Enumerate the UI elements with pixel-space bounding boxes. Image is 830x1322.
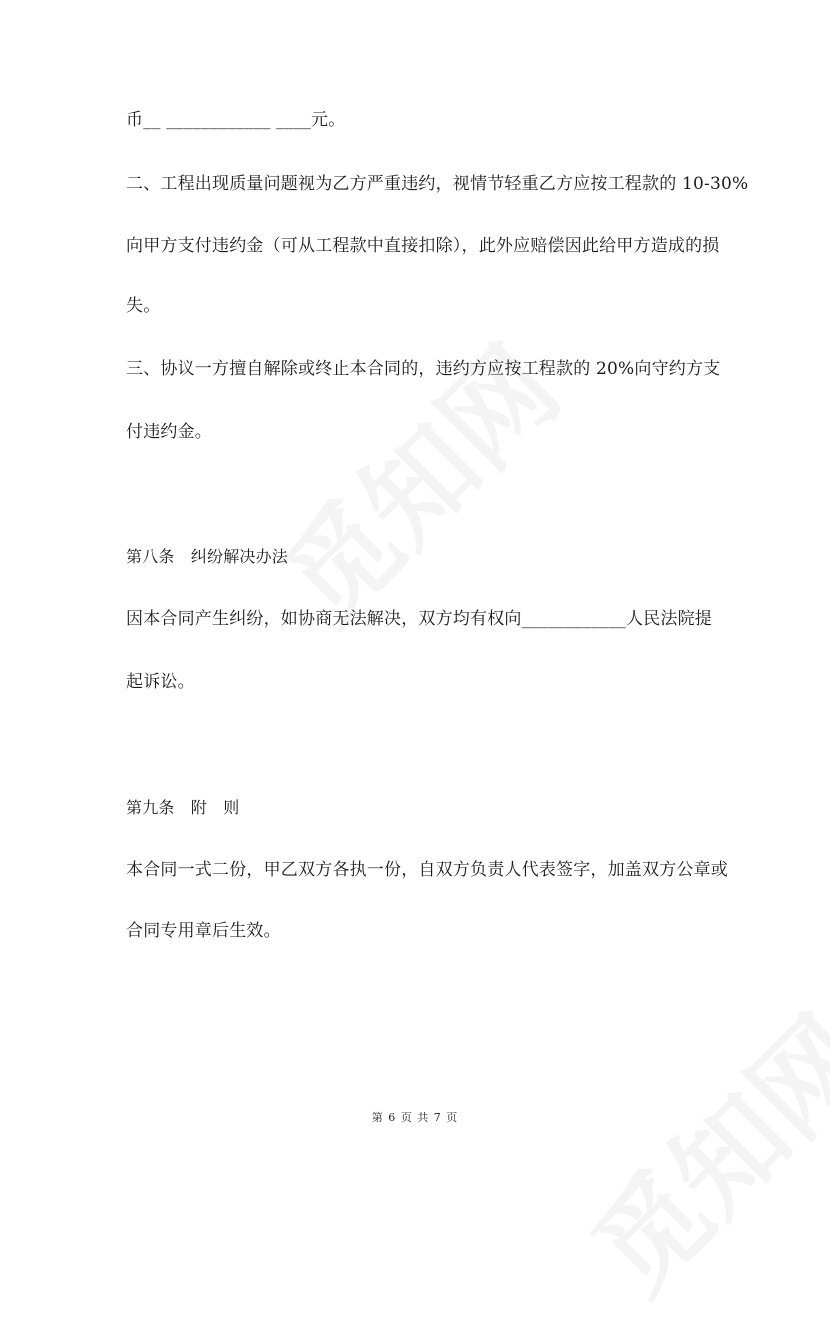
section-heading-9: 第九条 附 则 [126,798,240,817]
watermark-bottom [552,976,830,1321]
page-number: 第 6 页 共 7 页 [371,1111,459,1124]
section-heading-8: 第八条 纠纷解决办法 [126,547,289,566]
paragraph-line: 向甲方支付违约金（可从工程款中直接扣除），此外应赔偿因此给甲方造成的损 [126,236,720,256]
paragraph-line: 币__ ____________ ____元。 [126,110,346,130]
paragraph-line: 合同专用章后生效。 [126,921,281,941]
paragraph-line: 本合同一式二份，甲乙双方各执一份，自双方负责人代表签字，加盖双方公章或 [126,860,728,880]
paragraph-line: 失。 [126,296,161,316]
paragraph-line: 付违约金。 [126,422,212,442]
paragraph-line: 起诉讼。 [126,672,195,692]
paragraph-line: 因本合同产生纠纷，如协商无法解决，双方均有权向____________人民法院提 [126,609,712,629]
paragraph-line: 二、工程出现质量问题视为乙方严重违约，视情节轻重乙方应按工程款的 10-30% [126,174,749,194]
paragraph-line: 三、协议一方擅自解除或终止本合同的，违约方应按工程款的 20%向守约方支 [126,359,721,379]
